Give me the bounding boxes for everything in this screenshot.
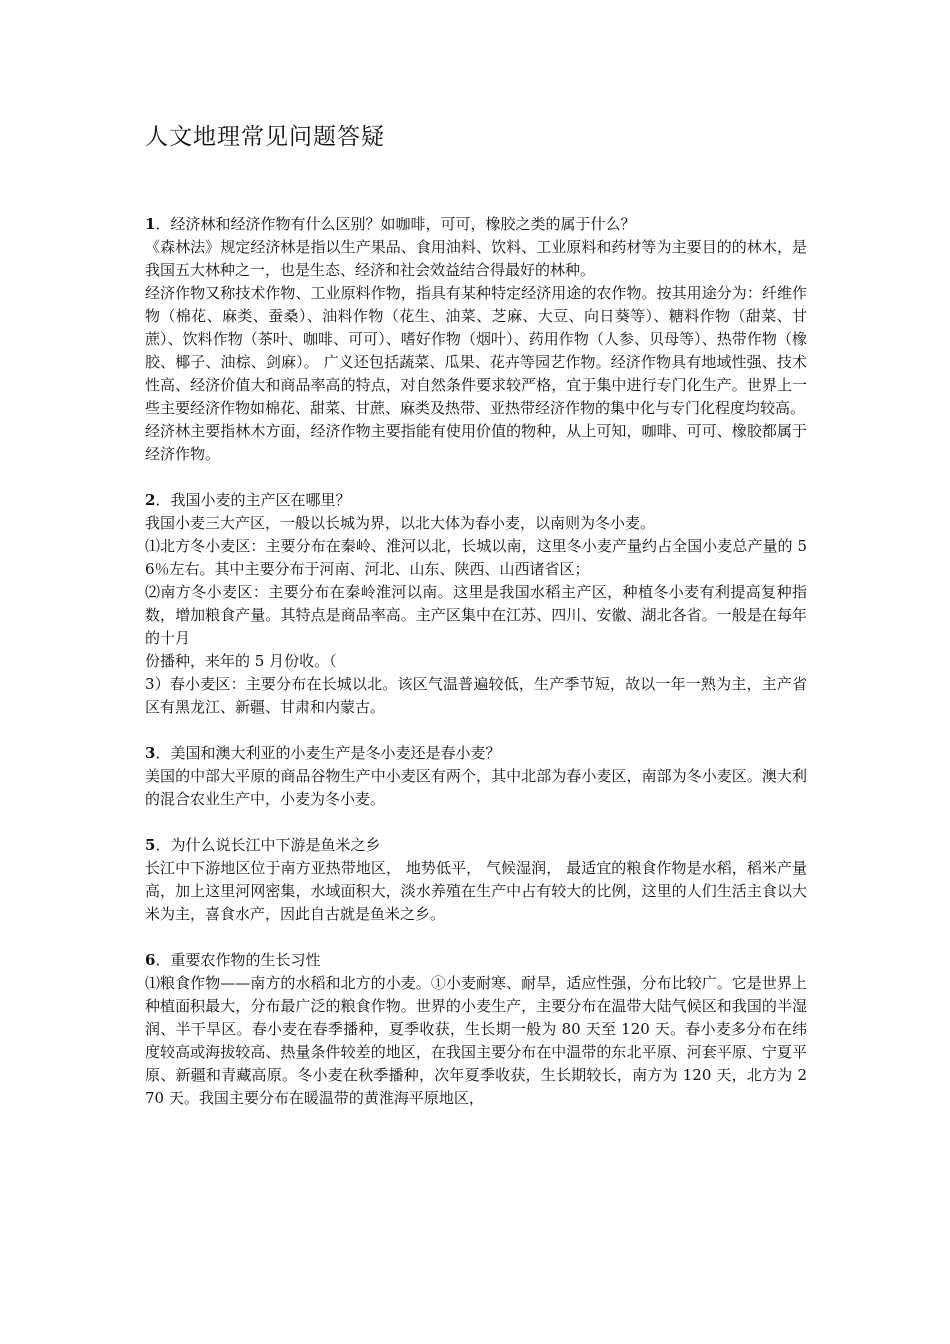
question-2: 2．我国小麦的主产区在哪里？ [145, 491, 351, 509]
question-6: 6．重要农作物的生长习性 [145, 951, 321, 969]
page-title: 人文地理常见问题答疑 [145, 124, 385, 150]
section-gap [145, 719, 807, 742]
answer-paragraph: 长江中下游地区位于南方亚热带地区， 地势低平， 气候湿润， 最适宜的粮食作物是水稻，稻米产量高，加上这里河网密集，水域面积大，淡水养殖在生产中占有较大的比例，这里的人们生活主食以大米为主，喜食水产，因此自古就是鱼米之乡。 [145, 859, 807, 923]
section-gap [145, 811, 807, 834]
question-5: 5．为什么说长江中下游是鱼米之乡 [145, 836, 381, 854]
section-gap [145, 466, 807, 489]
answer-paragraph: 经济作物又称技术作物、工业原料作物，指具有某种特定经济用途的农作物。按其用途分为：纤维作物（棉花、麻类、蚕桑）、油料作物（花生、油菜、芝麻、大豆、向日葵等）、糖料作物（甜菜、甘蔗）、饮料作物（茶叶、咖啡、可可）、嗜好作物（烟叶）、药用作物（人参、贝母等）、热带作物（橡胶、椰子、油棕、剑麻）。 广义还包括蔬菜、瓜果、花卉等园艺作物。经济作物具有地域性强、技术性高、经济价值大和商品率高的特点，对自然条件要求较严格，宜于集中进行专门化生产。世界上一些主要经济作物如棉花、甜菜、甘蔗、麻类及热带、亚热带经济作物的集中化与专门化程度均较高。 [145, 284, 807, 417]
answer-paragraph: ⑵南方冬小麦区：主要分布在秦岭淮河以南。这里是我国水稻主产区，种植冬小麦有利提高复种指数，增加粮食产量。其特点是商品率高。主产区集中在江苏、四川、安徽、湖北各省。一般是在每年的十月 [145, 583, 807, 647]
question-3: 3．美国和澳大利亚的小麦生产是冬小麦还是春小麦？ [145, 744, 501, 762]
document-body [145, 213, 807, 1110]
answer-paragraph: 份播种，来年的 5 月份收。（ [145, 652, 337, 670]
section-gap [145, 926, 807, 949]
answer-paragraph: ⑴粮食作物——南方的水稻和北方的小麦。①小麦耐寒、耐旱，适应性强，分布比较广。它是世界上种植面积最大，分布最广泛的粮食作物。世界的小麦生产，主要分布在温带大陆气候区和我国的半湿润、半干旱区。春小麦在春季播种，夏季收获，生长期一般为 80 天至 120 天。春小麦多分布在纬度较高或海拔较高、热量条件较差的地区，在我国主要分布在中温带的东北平原、河套平原、宁夏平原、新疆和青藏高原。冬小麦在秋季播种，次年夏季收获，生长期较长，南方为 120 天，北方为 270 天。我国主要分布在暖温带的黄淮海平原地区， [145, 974, 807, 1107]
answer-paragraph: 3）春小麦区：主要分布在长城以北。该区气温普遍较低，生产季节短，故以一年一熟为主，主产省区有黑龙江、新疆、甘肃和内蒙古。 [145, 675, 807, 716]
question-1: 1．经济林和经济作物有什么区别？如咖啡，可可，橡胶之类的属于什么？ [145, 215, 636, 233]
answer-paragraph: 美国的中部大平原的商品谷物生产中小麦区有两个，其中北部为春小麦区，南部为冬小麦区。澳大利的混合农业生产中，小麦为冬小麦。 [145, 767, 807, 808]
answer-paragraph: ⑴北方冬小麦区：主要分布在秦岭、淮河以北，长城以南，这里冬小麦产量约占全国小麦总产量的 56％左右。其中主要分布于河南、河北、山东、陕西、山西诸省区； [145, 537, 807, 578]
answer-paragraph: 《森林法》规定经济林是指以生产果品、食用油料、饮料、工业原料和药材等为主要目的的林木，是我国五大林种之一，也是生态、经济和社会效益结合得最好的林种。 [145, 238, 807, 279]
answer-paragraph: 经济林主要指林木方面，经济作物主要指能有使用价值的物种，从上可知，咖啡、可可、橡胶都属于经济作物。 [145, 422, 807, 463]
answer-paragraph: 我国小麦三大产区，一般以长城为界，以北大体为春小麦，以南则为冬小麦。 [145, 514, 656, 532]
